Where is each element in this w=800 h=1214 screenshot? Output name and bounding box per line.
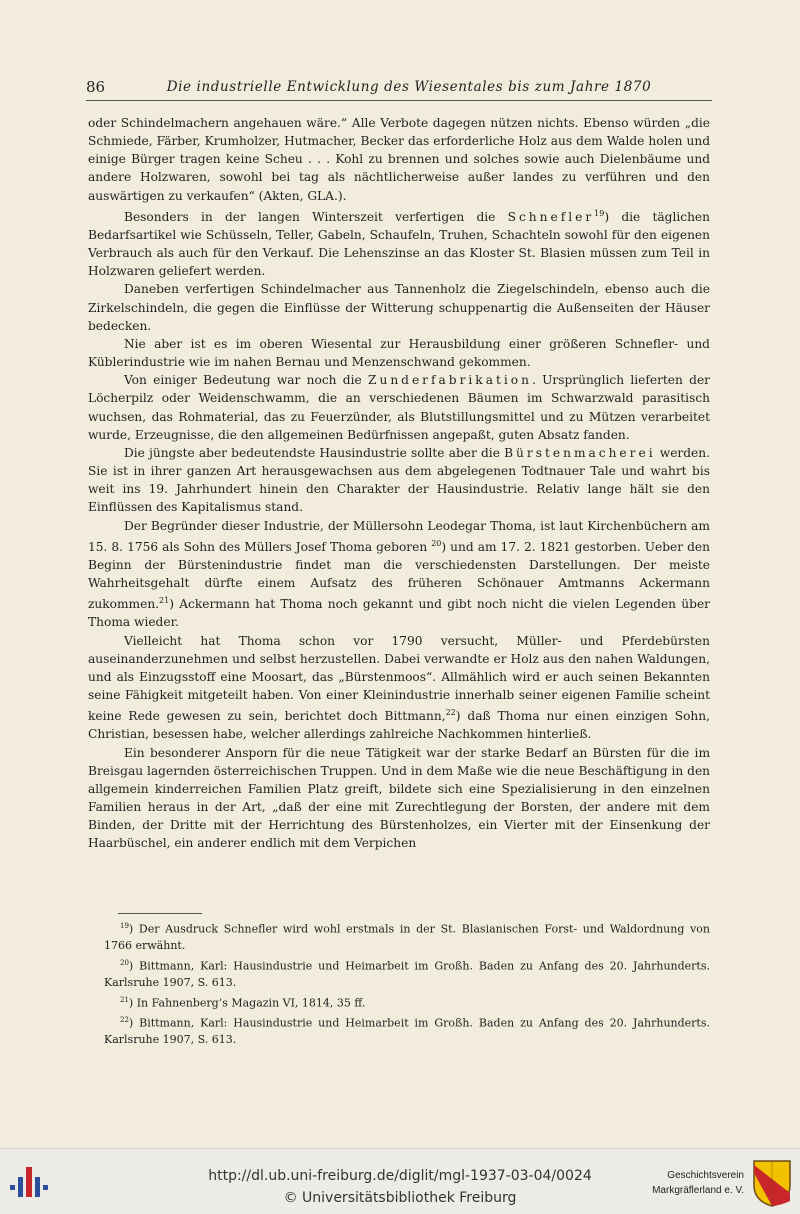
spaced-term: Zunderfabrikation (368, 373, 532, 388)
viewer-footer (0, 1148, 800, 1214)
paragraph-text: werden. Sie ist in ihrer ganzen Art herausgewachsen aus dem abgelegenen Todtnauer Tale und wahrt bis weit ins 19. Jahrhundert hinein den Charakter der Hausindustrie. Relativ lange hält sie den Einflüssen des Kapitalismus stand. (88, 445, 710, 515)
paragraph (88, 632, 710, 744)
paragraph (88, 280, 710, 334)
permalink-url[interactable]: http://dl.ub.uni-freiburg.de/diglit/mgl-1937-03-04/0024 (208, 1168, 592, 1184)
footnote-separator (118, 913, 202, 914)
paragraph-text: Nie aber ist es im oberen Wiesental zur Herausbildung einer größeren Schnefler- und Küblerindustrie wie im nahen Bernau und Menzenschwand gekommen. (88, 336, 710, 370)
paragraph (88, 114, 710, 205)
running-title: Die industrielle Entwicklung des Wiesentales bis zum Jahre 1870 (166, 79, 652, 95)
footnote-ref: 19 (594, 208, 605, 218)
paragraph-text: Besonders in der langen Winterszeit verfertigen die (124, 209, 508, 224)
paragraph-text: ) Ackermann hat Thoma noch gekannt und gibt noch nicht die vielen Legenden über Thoma wieder. (88, 597, 710, 630)
footnote (104, 955, 710, 992)
page-number: 86 (86, 78, 106, 96)
footnotes (104, 918, 710, 1049)
footnote (104, 992, 710, 1012)
footnote-mark: 21 (120, 995, 129, 1004)
footnote-text: ) In Fahnenberg’s Magazin VI, 1814, 35 ff. (128, 996, 366, 1010)
paragraph-text: ) daß Thoma nur einen einzigen Sohn, Christian, besessen habe, welcher allerdings zahlreiche Nachkommen hinterließ. (88, 709, 710, 742)
copyright-notice: © Universitätsbibliothek Freiburg (283, 1190, 517, 1206)
paragraph-text: Der Begründer dieser Industrie, der Müllersohn Leodegar Thoma, ist laut Kirchenbüchern am 15. 8. 1756 als Sohn des Müllers Josef Thoma geboren (88, 518, 710, 554)
paragraph-text: . Ursprünglich lieferten der Löcherpilz oder Weidenschwamm, die an verschiedenen Bäumen im Schwarzwald parasitisch wuchsen, das Rohmaterial, das zu Feuerzünder, als Blutstillungsmittel und zu Mützen verarbeitet wurde, Erzeugnisse, die den allgemeinen Bedürfnissen angepaßt, guten Absatz fanden. (88, 373, 710, 442)
society-line: Geschichtsverein (667, 1170, 744, 1181)
footnote-mark: 19 (120, 922, 129, 930)
society-line: Markgräflerland e. V. (652, 1185, 744, 1196)
paragraph-text: Ein besonderer Ansporn für die neue Tätigkeit war der starke Bedarf an Bürsten für die im Breisgau lagernden österreichischen Truppen. Und in dem Maße wie die neue Beschäftigung in den allgemein kinderreichen Familien Platz greift, bildete sich eine Spezialisierung in den einzelnen Familien heraus in der Art, „daß der eine mit Zurechtlegung der Borsten, der andere mit dem Binden, der Dritte mit der Herrichtung des Bürstenholzes, ein Vierter mit der Einsenkung der Haarbüschel, ein anderer endlich mit dem Verpichen (88, 745, 710, 851)
body-text (88, 114, 710, 853)
spaced-term: Bürstenmacherei (504, 445, 656, 460)
paragraph-text: ) und am 17. 2. 1821 gestorben. Ueber den Beginn der Bürstenindustrie findet man die verschiedensten Darstellungen. Der meiste Wahrheitsgehalt dürfte einem Aufsatz des früheren Schönauer Amtmanns Ackermann zukommen. (88, 539, 710, 612)
paragraph-text: Die jüngste aber bedeutendste Hausindustrie sollte aber die (124, 445, 505, 460)
paragraph (88, 517, 710, 632)
paragraph-text: Von einiger Bedeutung war noch die (124, 373, 368, 388)
footnote-ref: 20 (431, 538, 442, 548)
paragraph-text: Daneben verfertigen Schindelmacher aus Tannenholz die Ziegelschindeln, ebenso auch die Zirkelschindeln, die gegen die Einflüsse der Witterung schuppenartig die Außenseiten der Häuser bedecken. (88, 282, 710, 333)
footnote (104, 918, 710, 955)
running-header (86, 74, 712, 101)
footnote (104, 1012, 710, 1049)
footnote-text: ) Bittmann, Karl: Hausindustrie und Heimarbeit im Großh. Baden zu Anfang des 20. Jahrhunderts. Karlsruhe 1907, S. 613. (104, 1016, 710, 1047)
paragraph (88, 335, 710, 371)
paragraph-text: Vielleicht hat Thoma schon vor 1790 versucht, Müller- und Pferdebürsten auseinanderzunehmen und selbst herzustellen. Dabei verwandte er Holz aus den nahen Waldungen, und als Einzugsstoff eine Moosart, das „Bürstenmoos“. Allmählich wird er auch seinen Bekannten seine Fähigkeit mitgeteilt haben. Von einer Kleinindustrie innerhalb seiner eigenen Familie scheint keine Rede gewesen zu sein, berichtet doch Bittmann, (88, 633, 710, 724)
footnote-ref: 21 (159, 596, 170, 606)
spaced-term: Schnefler (507, 209, 595, 224)
paragraph (88, 744, 710, 853)
footnote-mark: 20 (120, 958, 129, 967)
paragraph-text: oder Schindelmachern angehauen wäre.“ Alle Verbote dagegen nützen nichts. Ebenso würden „die Schmiede, Färber, Krumholzer, Hutmacher, Becker das erforderliche Holz aus dem Walde holen und einige Bürger tragen keine Scheu . . . Kohl zu brennen und solches sowie auch Dielenbäume und andere Holzwaren, sowohl bei tag als nächtlicherweise außer landes zu verführen und den auswärtigen zu verkaufen“ (Akten, GLA.). (88, 116, 710, 203)
paragraph (88, 205, 710, 281)
paragraph-text: ) die täglichen Bedarfsartikel wie Schüsseln, Teller, Gabeln, Schaufeln, Truhen, Schachteln sowohl für den eigenen Verbrauch als auch für den Verkauf. Die Lehenszinse an das Kloster St. Blasien müssen zum Teil in Holzwaren geliefert werden. (88, 209, 710, 279)
society-name (610, 1168, 744, 1198)
footnote-text: ) Bittmann, Karl: Hausindustrie und Heimarbeit im Großh. Baden zu Anfang des 20. Jahrhunderts. Karlsruhe 1907, S. 613. (104, 959, 710, 990)
footnote-ref: 22 (445, 708, 456, 718)
footnote-mark: 22 (120, 1015, 129, 1024)
paragraph (88, 444, 710, 517)
footnote-text: ) Der Ausdruck Schnefler wird wohl erstmals in der St. Blasianischen Forst- und Waldordnung von 1766 erwähnt. (104, 922, 710, 953)
coat-of-arms-icon (752, 1159, 792, 1207)
paragraph (88, 371, 710, 444)
